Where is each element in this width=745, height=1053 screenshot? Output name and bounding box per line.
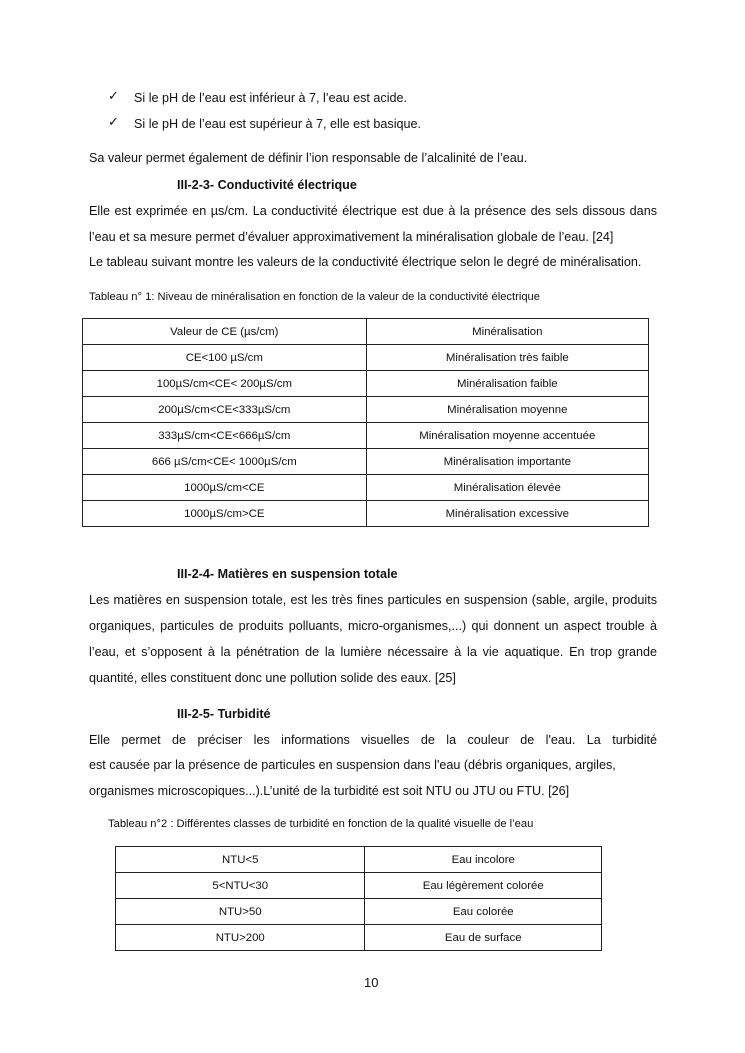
- table-cell: 1000µS/cm>CE: [83, 501, 367, 527]
- table-header-ce: Valeur de CE (µs/cm): [83, 319, 367, 345]
- table-row: [116, 899, 602, 925]
- table-cell: Minéralisation moyenne: [366, 397, 648, 423]
- page-number: 10: [364, 975, 379, 990]
- table-header-mineralisation: Minéralisation: [366, 319, 648, 345]
- mes-line-2: organiques, particules de produits polluants, micro-organismes,...) qui donnent un aspect trouble à: [89, 619, 657, 633]
- checkmark-icon: ✓: [108, 89, 119, 104]
- table-cell: CE<100 µS/cm: [83, 345, 367, 371]
- table-mineralisation: [82, 318, 649, 527]
- table-row: [83, 371, 649, 397]
- conductivite-line-2: l’eau et sa mesure permet d’évaluer approximativement la minéralisation globale de l’eau. [24]: [89, 230, 614, 244]
- table-row: [83, 475, 649, 501]
- table-row: [116, 847, 602, 873]
- turbidite-line-1: Elle permet de préciser les informations visuelles de la couleur de l'eau. La turbidité: [89, 733, 657, 747]
- table-row: [83, 449, 649, 475]
- table2-caption: Tableau n°2 : Différentes classes de turbidité en fonction de la qualité visuelle de l’eau: [108, 818, 534, 830]
- table-cell: Eau légèrement colorée: [365, 873, 602, 899]
- table-cell: Eau colorée: [365, 899, 602, 925]
- table-cell: Eau de surface: [365, 925, 602, 951]
- heading-conductivite: III-2-3- Conductivité électrique: [177, 178, 357, 192]
- turbidite-line-2: est causée par la présence de particules en suspension dans l'eau (débris organiques, argiles,: [89, 758, 616, 772]
- table-cell: Minéralisation excessive: [366, 501, 648, 527]
- table-cell: 100µS/cm<CE< 200µS/cm: [83, 371, 367, 397]
- table-cell: NTU>200: [116, 925, 365, 951]
- conductivite-line-1: Elle est exprimée en µs/cm. La conductivité électrique est due à la présence des sels dissous dans: [89, 204, 657, 218]
- mes-line-3: l’eau, et s’opposent à la pénétration de la lumière nécessaire à la vie aquatique. En trop grande: [89, 645, 657, 659]
- heading-mes: III-2-4- Matières en suspension totale: [177, 567, 398, 581]
- table-cell: NTU<5: [116, 847, 365, 873]
- paragraph-alcalinite: Sa valeur permet également de définir l’ion responsable de l’alcalinité de l’eau.: [89, 151, 528, 165]
- mes-line-4: quantité, elles constituent donc une pollution solide des eaux. [25]: [89, 671, 456, 685]
- bullet-basique: Si le pH de l’eau est supérieur à 7, elle est basique.: [134, 117, 422, 131]
- table-cell: Minéralisation élevée: [366, 475, 648, 501]
- table-cell: 200µS/cm<CE<333µS/cm: [83, 397, 367, 423]
- table-cell: Minéralisation moyenne accentuée: [366, 423, 648, 449]
- table-cell: 333µS/cm<CE<666µS/cm: [83, 423, 367, 449]
- table-row: [83, 345, 649, 371]
- table-row: [116, 873, 602, 899]
- table-cell: 666 µS/cm<CE< 1000µS/cm: [83, 449, 367, 475]
- table-row: [116, 925, 602, 951]
- table-row: [83, 501, 649, 527]
- heading-turbidite: III-2-5- Turbidité: [177, 707, 271, 721]
- table1-caption: Tableau n° 1: Niveau de minéralisation en fonction de la valeur de la conductivité électrique: [89, 291, 541, 303]
- table-row: [83, 319, 649, 345]
- table-cell: Eau incolore: [365, 847, 602, 873]
- table-cell: 1000µS/cm<CE: [83, 475, 367, 501]
- table-cell: Minéralisation importante: [366, 449, 648, 475]
- table-row: [83, 397, 649, 423]
- table-row: [83, 423, 649, 449]
- table-cell: NTU>50: [116, 899, 365, 925]
- checkmark-icon: ✓: [108, 115, 119, 130]
- table-cell: Minéralisation très faible: [366, 345, 648, 371]
- table-cell: Minéralisation faible: [366, 371, 648, 397]
- mes-line-1: Les matières en suspension totale, est les très fines particules en suspension (sable, argile, produits: [89, 593, 657, 607]
- bullet-acide: Si le pH de l’eau est inférieur à 7, l’eau est acide.: [134, 91, 408, 105]
- table-turbidite: [115, 846, 602, 951]
- turbidite-line-3: organismes microscopiques...).L’unité de la turbidité est soit NTU ou JTU ou FTU. [26]: [89, 784, 570, 798]
- conductivite-line-3: Le tableau suivant montre les valeurs de la conductivité électrique selon le degré de minéralisation.: [89, 255, 642, 269]
- table-cell: 5<NTU<30: [116, 873, 365, 899]
